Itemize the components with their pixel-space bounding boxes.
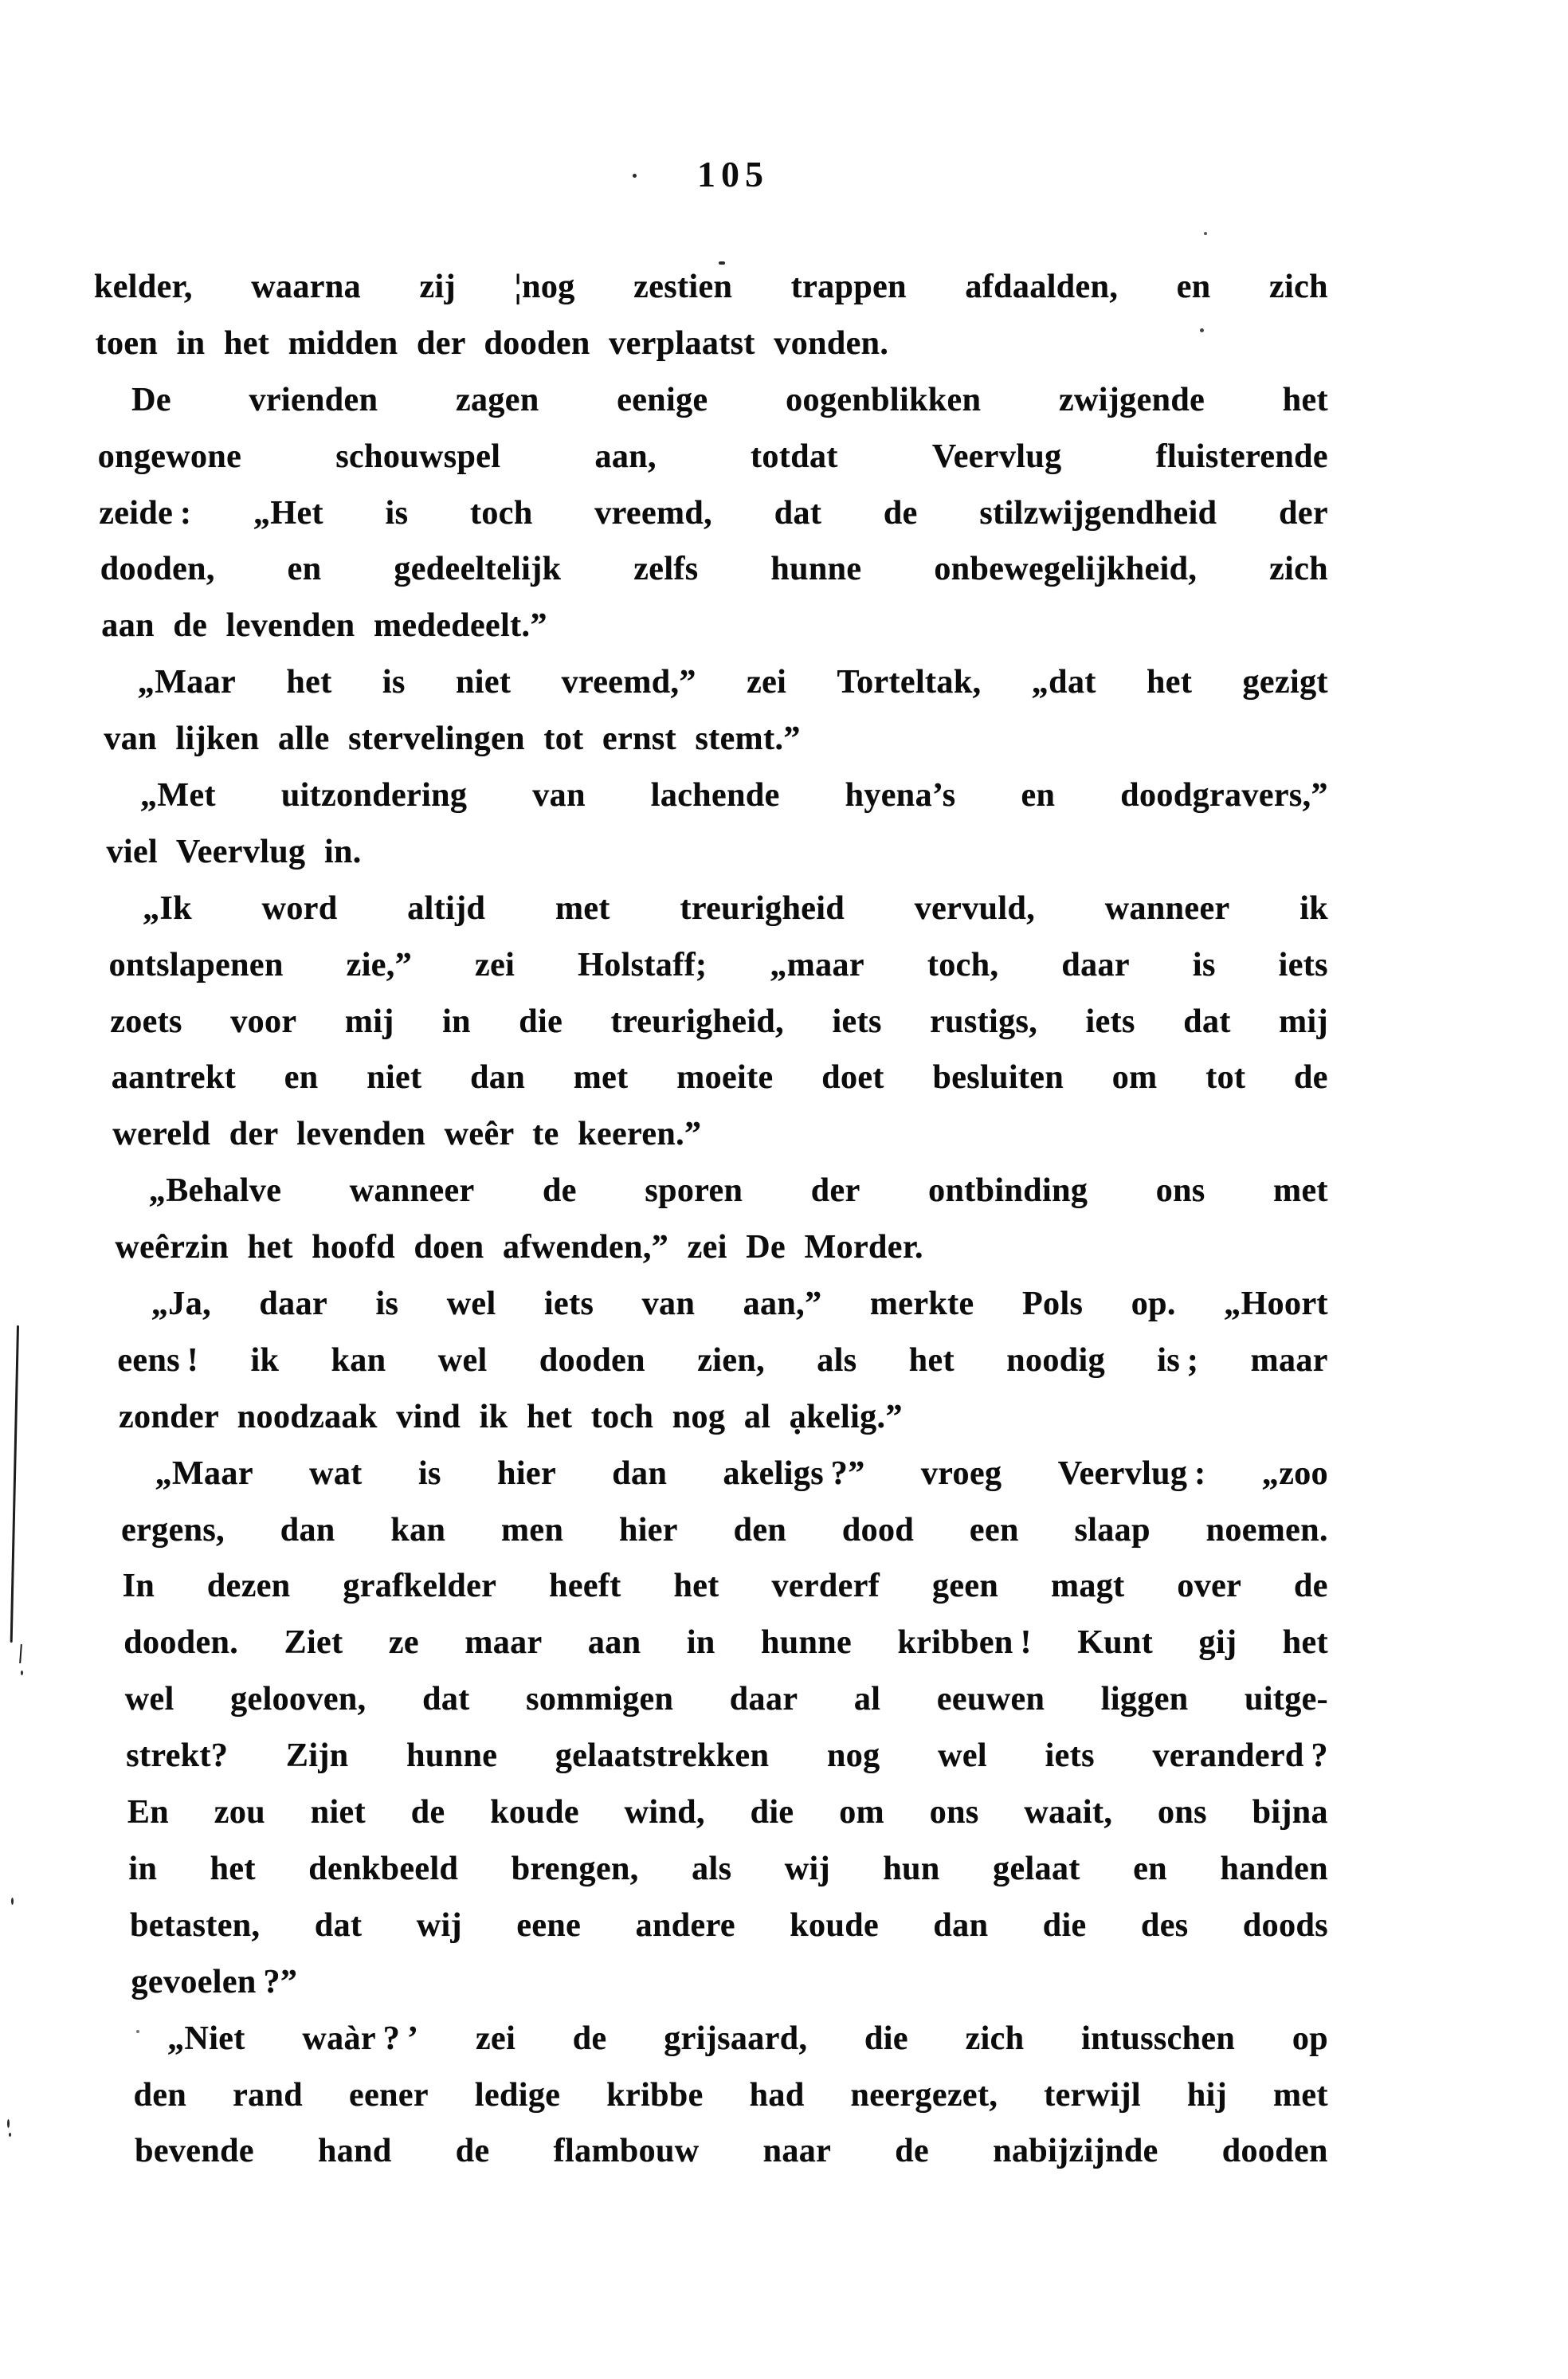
word: stilzwijgendheid <box>979 494 1217 532</box>
word: In <box>122 1568 155 1605</box>
word: en <box>1021 777 1056 815</box>
word: met <box>573 1059 629 1097</box>
word: ik <box>1299 889 1329 927</box>
word: op <box>1292 2020 1328 2057</box>
word: zelfs <box>633 551 699 588</box>
word: dooden <box>1221 2133 1328 2170</box>
word: ¦nog <box>514 269 575 305</box>
word: tot <box>1205 1059 1246 1097</box>
word: zoets <box>110 1003 182 1040</box>
word: der <box>810 1172 860 1210</box>
text-line <box>134 2067 1328 2124</box>
word: bijna <box>1252 1794 1328 1831</box>
word: daar <box>259 1286 328 1323</box>
word: eene <box>516 1906 582 1944</box>
word: dan <box>470 1059 526 1097</box>
word: de <box>455 2133 490 2170</box>
word: magt <box>1050 1568 1125 1605</box>
ink-speck <box>136 2030 139 2033</box>
word: liggen <box>1100 1681 1189 1718</box>
word: denkbeeld <box>308 1850 459 1887</box>
text-line <box>123 1615 1328 1671</box>
word: en <box>1176 269 1211 305</box>
word: wind, <box>624 1794 705 1831</box>
word: dooden, <box>100 551 215 588</box>
word: uitge- <box>1245 1681 1329 1718</box>
word: zestien <box>633 269 733 305</box>
word: om <box>1111 1059 1158 1097</box>
word: „dat <box>1031 664 1096 701</box>
word: ze <box>388 1624 419 1662</box>
word: gij <box>1198 1624 1237 1662</box>
word: niet <box>310 1794 366 1831</box>
word: afdaalden, <box>965 269 1119 305</box>
word: waarna <box>251 269 361 305</box>
word: gelaat <box>993 1850 1080 1887</box>
ink-speck <box>1204 232 1207 235</box>
word: ons <box>1157 1794 1207 1831</box>
word: vrienden <box>249 381 378 418</box>
word: de <box>572 2020 607 2057</box>
word: het <box>1282 1624 1328 1662</box>
word: rustigs, <box>930 1003 1038 1040</box>
text-line: weêrzin het hoofd doen afwenden,” zei De Morder. <box>115 1229 923 1266</box>
word: ontslapenen <box>108 946 284 983</box>
word: is <box>375 1286 399 1323</box>
text-line: van lijken alle stervelingen tot ernst stemt.” <box>104 720 801 758</box>
word: noemen. <box>1205 1511 1328 1549</box>
text-line: aan de levenden mededeelt.” <box>101 607 547 645</box>
word: dat <box>774 494 822 532</box>
word: voor <box>230 1003 297 1040</box>
word: eens ! <box>117 1341 199 1379</box>
word: nog <box>826 1737 880 1775</box>
text-line <box>121 1502 1328 1559</box>
word: wel <box>446 1286 496 1323</box>
text-line: toen in het midden der dooden verplaatst vonden. <box>95 324 889 362</box>
word: mij <box>1279 1003 1328 1040</box>
word: De <box>131 381 171 418</box>
word: iets <box>1085 1003 1135 1040</box>
text-line <box>98 429 1328 485</box>
word: ontbinding <box>928 1172 1088 1210</box>
word: toch <box>470 494 533 532</box>
word: doods <box>1242 1906 1328 1944</box>
word: doodgravers,” <box>1120 777 1328 815</box>
word: op. <box>1131 1286 1176 1323</box>
word: is <box>385 494 409 532</box>
word: van <box>641 1286 696 1323</box>
word: in <box>686 1624 715 1662</box>
word: dan <box>612 1454 668 1492</box>
word: waàr ? ’ <box>302 2020 419 2057</box>
word: ergens, <box>121 1511 225 1549</box>
word: verderf <box>771 1568 880 1605</box>
word: als <box>692 1850 732 1887</box>
word: terwijl <box>1044 2076 1141 2114</box>
text-line <box>126 1728 1328 1784</box>
word: dood <box>841 1511 915 1549</box>
word: bevende <box>135 2133 254 2170</box>
word: zou <box>214 1794 265 1831</box>
word: flambouw <box>553 2133 700 2170</box>
word: den <box>133 2076 187 2114</box>
word: zich <box>1269 269 1328 305</box>
word: wel <box>938 1737 987 1775</box>
word: daar <box>729 1681 798 1718</box>
text-line <box>100 541 1328 598</box>
word: merkte <box>869 1286 974 1323</box>
word: maar <box>1250 1341 1328 1379</box>
word: die <box>864 2020 908 2057</box>
word: Holstaff; <box>578 946 708 983</box>
word: om <box>839 1794 884 1831</box>
word: de <box>883 494 918 532</box>
word: mij <box>344 1003 394 1040</box>
word: vroeg <box>920 1454 1002 1492</box>
word: ongewone <box>97 438 242 475</box>
word: aan <box>587 1624 641 1662</box>
word: dat <box>422 1681 470 1718</box>
text-line: gevoelen ?” <box>131 1963 298 2000</box>
word: toch, <box>927 946 999 983</box>
word: is ; <box>1157 1341 1199 1379</box>
word: iets <box>1278 946 1328 983</box>
word: het <box>673 1568 719 1605</box>
word: die <box>1042 1906 1087 1944</box>
ink-speck <box>21 1670 23 1675</box>
word: koude <box>490 1794 579 1831</box>
text-line <box>130 1898 1328 1954</box>
word: hier <box>618 1511 678 1549</box>
word: Pols <box>1021 1286 1084 1323</box>
text-line <box>116 1276 1328 1333</box>
word: niet <box>456 664 512 701</box>
word: brengen, <box>511 1850 639 1887</box>
word: die <box>750 1794 794 1831</box>
word: sommigen <box>526 1681 674 1718</box>
word: „Ik <box>143 889 192 927</box>
word: de <box>1294 1059 1328 1097</box>
text-line <box>135 2123 1328 2180</box>
word: al <box>853 1681 881 1718</box>
word: dezen <box>206 1568 291 1605</box>
word: wanneer <box>1104 889 1230 927</box>
word: treurigheid <box>680 889 845 927</box>
word: moeite <box>676 1059 774 1097</box>
word: is <box>382 664 406 701</box>
word: noodig <box>1006 1341 1106 1379</box>
word: dan <box>933 1906 989 1944</box>
text-line <box>127 1784 1328 1841</box>
word: niet <box>367 1059 422 1097</box>
word: oogenblikken <box>786 381 982 418</box>
text-line <box>128 1841 1328 1898</box>
text-line <box>117 1333 1328 1389</box>
word: nabijzijnde <box>993 2133 1158 2170</box>
word: vreemd, <box>594 494 713 532</box>
word: „zoo <box>1261 1454 1329 1492</box>
word: schouwspel <box>335 438 501 475</box>
word: het <box>1147 664 1193 701</box>
word: de <box>895 2133 930 2170</box>
word: totdat <box>751 438 838 475</box>
word: de <box>543 1172 577 1210</box>
word: grafkelder <box>343 1568 497 1605</box>
word: sporen <box>645 1172 743 1210</box>
word: Torteltak, <box>837 664 982 701</box>
word: het <box>1282 381 1328 418</box>
word: altijd <box>407 889 486 927</box>
word: „Ja, <box>151 1286 211 1323</box>
word: in <box>442 1003 471 1040</box>
word: betasten, <box>130 1906 261 1944</box>
word: wanneer <box>349 1172 475 1210</box>
word: het <box>210 1850 256 1887</box>
word: over <box>1177 1568 1242 1605</box>
word: is <box>417 1454 441 1492</box>
text-line <box>114 1163 1328 1219</box>
word: „Behalve <box>148 1172 282 1210</box>
word: zeide : <box>99 494 192 532</box>
word: en <box>1133 1850 1168 1887</box>
word: zich <box>965 2020 1025 2057</box>
word: koude <box>790 1906 880 1944</box>
word: dooden. <box>123 1624 239 1662</box>
word: daar <box>1061 946 1130 983</box>
word: word <box>261 889 338 927</box>
word: met <box>1273 1172 1328 1210</box>
word: Zijn <box>285 1737 349 1775</box>
word: doet <box>821 1059 884 1097</box>
word: Kunt <box>1077 1624 1154 1662</box>
word: „Hoort <box>1224 1286 1328 1323</box>
text-line: zonder noodzaak vind ik het toch nog al ạkelig.” <box>119 1398 903 1435</box>
word: hunne <box>761 1624 853 1662</box>
word: „Niet <box>167 2020 245 2057</box>
word: geen <box>931 1568 999 1605</box>
word: „Het <box>253 494 323 532</box>
word: der <box>1279 494 1328 532</box>
word: zei <box>475 946 515 983</box>
word: ons <box>1155 1172 1205 1210</box>
text-line <box>132 2011 1328 2067</box>
text-line <box>105 767 1328 824</box>
ink-speck <box>7 2119 10 2128</box>
word: met <box>555 889 610 927</box>
word: „Met <box>140 777 216 815</box>
word: wij <box>784 1850 830 1887</box>
word: kan <box>390 1511 446 1549</box>
word: ledige <box>474 2076 561 2114</box>
word: als <box>817 1341 857 1379</box>
word: naar <box>762 2133 832 2170</box>
word: hand <box>317 2133 392 2170</box>
word: hun <box>883 1850 940 1887</box>
word: intusschen <box>1081 2020 1236 2057</box>
word: zien, <box>697 1341 766 1379</box>
word: in <box>128 1850 158 1887</box>
word: iets <box>832 1003 882 1040</box>
word: gezigt <box>1242 664 1328 701</box>
word: hunne <box>770 551 862 588</box>
text-line <box>110 994 1328 1050</box>
word: zei <box>476 2020 516 2057</box>
word: „maar <box>770 946 864 983</box>
word: aan, <box>594 438 657 475</box>
word: de <box>1294 1568 1328 1605</box>
word: trappen <box>790 269 907 305</box>
word: hyena’s <box>845 777 956 815</box>
word: „Maar <box>155 1454 253 1492</box>
word: het <box>908 1341 955 1379</box>
word: wel <box>437 1341 488 1379</box>
word: eenige <box>617 381 708 418</box>
text-line <box>125 1671 1328 1728</box>
pencil-margin-line <box>10 1325 19 1643</box>
word: dooden <box>539 1341 645 1379</box>
word: wij <box>416 1906 462 1944</box>
word: gelooven, <box>230 1681 367 1718</box>
word: aantrekt <box>111 1059 237 1097</box>
word: een <box>969 1511 1019 1549</box>
word: onbewegelijkheid, <box>934 551 1198 588</box>
pencil-margin-line-short <box>19 1644 22 1663</box>
word: andere <box>635 1906 735 1944</box>
word: neergezet, <box>850 2076 998 2114</box>
word: heeft <box>549 1568 621 1605</box>
text-line <box>94 259 1328 316</box>
word: treurigheid, <box>610 1003 785 1040</box>
word: iets <box>1045 1737 1095 1775</box>
text-block <box>94 259 1328 2180</box>
word: fluisterende <box>1155 438 1328 475</box>
ink-speck <box>633 174 637 178</box>
word: En <box>127 1794 170 1831</box>
word: met <box>1273 2076 1328 2114</box>
word: eener <box>349 2076 429 2114</box>
word: handen <box>1220 1850 1328 1887</box>
word: dat <box>1183 1003 1231 1040</box>
word: rand <box>233 2076 304 2114</box>
word: zagen <box>455 381 539 418</box>
word: hunne <box>406 1737 498 1775</box>
word: den <box>733 1511 787 1549</box>
word: kribbe <box>606 2076 704 2114</box>
ink-speck <box>719 261 725 265</box>
ink-speck <box>1200 328 1204 332</box>
word: die <box>519 1003 563 1040</box>
word: en <box>287 551 322 588</box>
word: ons <box>929 1794 979 1831</box>
word: maar <box>465 1624 543 1662</box>
word: slaap <box>1074 1511 1151 1549</box>
ink-speck <box>9 2133 11 2137</box>
word: grijsaard, <box>664 2020 808 2057</box>
text-line <box>112 1050 1328 1106</box>
word: had <box>749 2076 805 2114</box>
text-line <box>120 1446 1329 1502</box>
word: gedeeltelijk <box>394 551 562 588</box>
word: kelder, <box>94 269 193 305</box>
word: hij <box>1186 2076 1228 2114</box>
word: hier <box>497 1454 557 1492</box>
word: kribben ! <box>897 1624 1032 1662</box>
word: dan <box>280 1511 335 1549</box>
word: wat <box>309 1454 363 1492</box>
text-line <box>108 881 1328 937</box>
text-line <box>109 937 1328 994</box>
word: veranderd ? <box>1152 1737 1328 1775</box>
word: ik <box>250 1341 280 1379</box>
word: besluiten <box>932 1059 1064 1097</box>
word: lachende <box>650 777 780 815</box>
word: aan,” <box>743 1286 822 1323</box>
word: des <box>1140 1906 1189 1944</box>
word: het <box>286 664 332 701</box>
text-line <box>96 372 1328 429</box>
text-line <box>123 1558 1328 1615</box>
word: zwijgende <box>1058 381 1205 418</box>
word: akeligs ?” <box>723 1454 865 1492</box>
word: „Maar <box>137 664 237 701</box>
word: zie,” <box>346 946 413 983</box>
text-line <box>103 654 1328 711</box>
word: de <box>410 1794 445 1831</box>
word: men <box>501 1511 564 1549</box>
word: zij <box>419 269 456 305</box>
word: iets <box>543 1286 594 1323</box>
word: vervuld, <box>914 889 1036 927</box>
word: uitzondering <box>280 777 468 815</box>
text-line: wereld der levenden weêr te keeren.” <box>112 1116 702 1153</box>
word: dat <box>314 1906 363 1944</box>
word: gelaatstrekken <box>555 1737 770 1775</box>
word: Veervlug : <box>1057 1454 1206 1492</box>
text-line <box>99 485 1328 542</box>
word: Ziet <box>284 1624 343 1662</box>
word: strekt? <box>126 1737 229 1775</box>
word: kan <box>331 1341 386 1379</box>
word: van <box>532 777 586 815</box>
ink-speck <box>11 1898 14 1905</box>
word: wel <box>124 1681 174 1718</box>
word: vreemd,” <box>561 664 696 701</box>
word: en <box>284 1059 319 1097</box>
word: Veervlug <box>931 438 1062 475</box>
page-number: 105 <box>697 154 769 194</box>
word: is <box>1192 946 1216 983</box>
word: zei <box>747 664 787 701</box>
word: waait, <box>1024 1794 1113 1831</box>
word: zich <box>1269 551 1329 588</box>
word: eeuwen <box>936 1681 1045 1718</box>
text-line: viel Veervlug in. <box>106 833 362 870</box>
